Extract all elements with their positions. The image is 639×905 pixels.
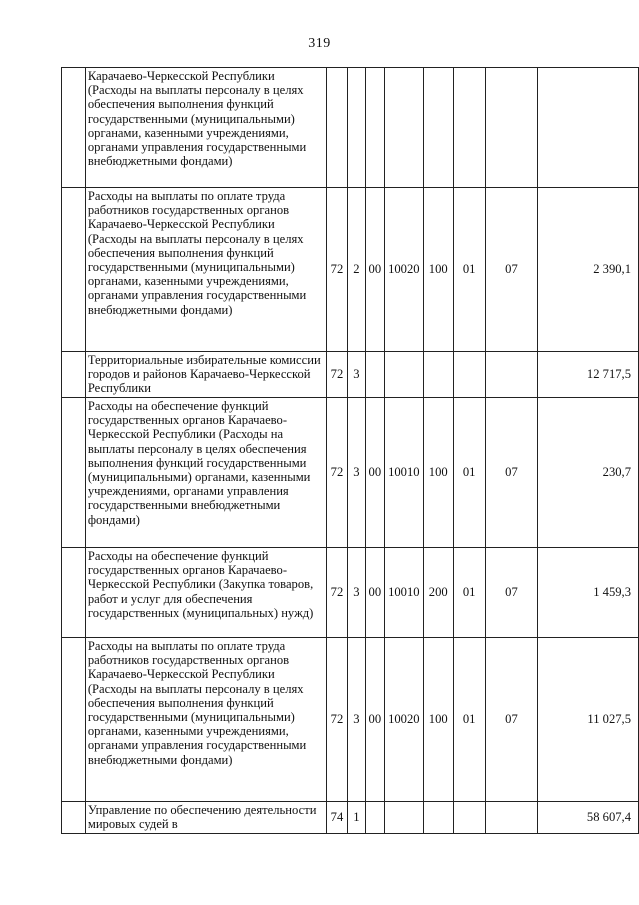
expense-type-cell bbox=[423, 802, 453, 834]
expense-type-cell bbox=[423, 68, 453, 188]
row-number-cell bbox=[62, 398, 86, 548]
amount-cell: 2 390,1 bbox=[538, 188, 639, 352]
row-number-cell bbox=[62, 188, 86, 352]
program-code-cell bbox=[347, 68, 365, 188]
subsection-code-cell bbox=[485, 68, 538, 188]
direction-code-cell: 10020 bbox=[384, 188, 423, 352]
amount-cell: 230,7 bbox=[538, 398, 639, 548]
ministry-code-cell: 74 bbox=[327, 802, 348, 834]
expense-type-cell: 100 bbox=[423, 188, 453, 352]
expense-type-cell: 200 bbox=[423, 548, 453, 638]
expense-name-cell: Расходы на выплаты по оплате труда работников государственных органов Карачаево-Черкесской Республики (Расходы на выплаты персоналу в целях обеспечения выполнения функций государственными (муниципальными) органами, казенными учреждениями, органами управления государственными внебюджетными фондами) bbox=[85, 188, 326, 352]
section-code-cell bbox=[453, 68, 485, 188]
section-code-cell: 01 bbox=[453, 188, 485, 352]
expense-name-cell: Территориальные избирательные комиссии городов и районов Карачаево-Черкесской Республики bbox=[85, 352, 326, 398]
direction-code-cell: 10020 bbox=[384, 638, 423, 802]
subprogram-code-cell: 00 bbox=[365, 548, 384, 638]
program-code-cell: 3 bbox=[347, 548, 365, 638]
subprogram-code-cell bbox=[365, 802, 384, 834]
expense-name-cell: Управление по обеспечению деятельности мировых судей в bbox=[85, 802, 326, 834]
row-number-cell bbox=[62, 638, 86, 802]
program-code-cell: 1 bbox=[347, 802, 365, 834]
program-code-cell: 2 bbox=[347, 188, 365, 352]
amount-cell: 11 027,5 bbox=[538, 638, 639, 802]
table-row bbox=[62, 398, 639, 548]
subprogram-code-cell bbox=[365, 68, 384, 188]
row-number-cell bbox=[62, 68, 86, 188]
amount-cell bbox=[538, 68, 639, 188]
amount-cell: 12 717,5 bbox=[538, 352, 639, 398]
direction-code-cell bbox=[384, 352, 423, 398]
expense-name-cell: Карачаево-Черкесской Республики (Расходы на выплаты персоналу в целях обеспечения выполнения функций государственными (муниципальными) органами, казенными учреждениями, органами управления государственными внебюджетными фондами) bbox=[85, 68, 326, 188]
subsection-code-cell bbox=[485, 352, 538, 398]
direction-code-cell: 10010 bbox=[384, 548, 423, 638]
amount-cell: 58 607,4 bbox=[538, 802, 639, 834]
subsection-code-cell: 07 bbox=[485, 638, 538, 802]
subprogram-code-cell bbox=[365, 352, 384, 398]
budget-table bbox=[61, 67, 639, 834]
ministry-code-cell: 72 bbox=[327, 352, 348, 398]
subsection-code-cell bbox=[485, 802, 538, 834]
section-code-cell bbox=[453, 802, 485, 834]
expense-name-cell: Расходы на обеспечение функций государственных органов Карачаево-Черкесской Республики (Расходы на выплаты персоналу в целях обеспечения выполнения функций государственными (муниципальными) органами, казенными учреждениями, органами управления государственными внебюджетными фондами) bbox=[85, 398, 326, 548]
ministry-code-cell: 72 bbox=[327, 188, 348, 352]
subsection-code-cell: 07 bbox=[485, 188, 538, 352]
direction-code-cell bbox=[384, 68, 423, 188]
direction-code-cell bbox=[384, 802, 423, 834]
table-row bbox=[62, 638, 639, 802]
row-number-cell bbox=[62, 548, 86, 638]
ministry-code-cell: 72 bbox=[327, 638, 348, 802]
subprogram-code-cell: 00 bbox=[365, 188, 384, 352]
expense-type-cell bbox=[423, 352, 453, 398]
program-code-cell: 3 bbox=[347, 398, 365, 548]
row-number-cell bbox=[62, 352, 86, 398]
amount-cell: 1 459,3 bbox=[538, 548, 639, 638]
expense-name-cell: Расходы на выплаты по оплате труда работников государственных органов Карачаево-Черкесской Республики (Расходы на выплаты персоналу в целях обеспечения выполнения функций государственными (муниципальными) органами, казенными учреждениями, органами управления государственными внебюджетными фондами) bbox=[85, 638, 326, 802]
subprogram-code-cell: 00 bbox=[365, 398, 384, 548]
page-number: 319 bbox=[308, 36, 331, 51]
ministry-code-cell bbox=[327, 68, 348, 188]
subsection-code-cell: 07 bbox=[485, 398, 538, 548]
expense-type-cell: 100 bbox=[423, 398, 453, 548]
ministry-code-cell: 72 bbox=[327, 398, 348, 548]
subprogram-code-cell: 00 bbox=[365, 638, 384, 802]
section-code-cell: 01 bbox=[453, 548, 485, 638]
table-row bbox=[62, 188, 639, 352]
program-code-cell: 3 bbox=[347, 638, 365, 802]
table-row bbox=[62, 548, 639, 638]
section-code-cell: 01 bbox=[453, 638, 485, 802]
table-row bbox=[62, 68, 639, 188]
section-code-cell bbox=[453, 352, 485, 398]
expense-name-cell: Расходы на обеспечение функций государственных органов Карачаево-Черкесской Республики (Закупка товаров, работ и услуг для обеспечения государственных (муниципальных) нужд) bbox=[85, 548, 326, 638]
direction-code-cell: 10010 bbox=[384, 398, 423, 548]
row-number-cell bbox=[62, 802, 86, 834]
ministry-code-cell: 72 bbox=[327, 548, 348, 638]
table-row bbox=[62, 352, 639, 398]
section-code-cell: 01 bbox=[453, 398, 485, 548]
program-code-cell: 3 bbox=[347, 352, 365, 398]
table-row bbox=[62, 802, 639, 834]
subsection-code-cell: 07 bbox=[485, 548, 538, 638]
expense-type-cell: 100 bbox=[423, 638, 453, 802]
